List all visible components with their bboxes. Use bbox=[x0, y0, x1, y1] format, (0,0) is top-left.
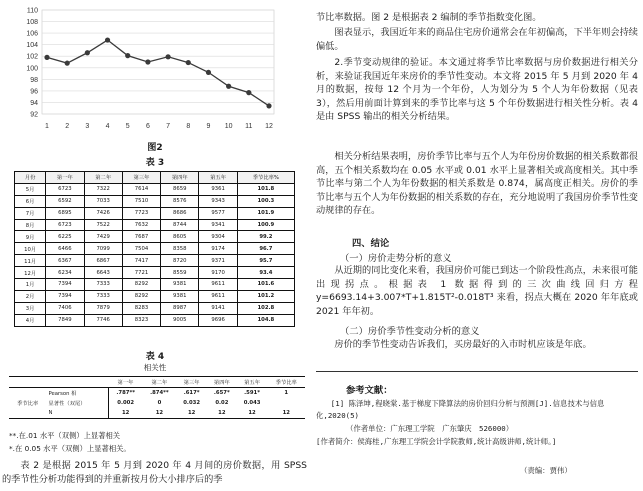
table3-header: 第一年 bbox=[46, 172, 84, 184]
table3-header: 第五年 bbox=[199, 172, 237, 184]
data-point bbox=[85, 50, 90, 55]
table3-cell: 102.8 bbox=[237, 302, 294, 314]
table-row bbox=[15, 207, 295, 219]
reference-1: [1] 陈泽坤,程晓棠.基于梯度下降算法的房价回归分析与预测[J].信息技术与信息化,2020(5) bbox=[316, 399, 605, 420]
table3-header: 第四年 bbox=[161, 172, 199, 184]
table3-cell: 6367 bbox=[46, 255, 84, 267]
table-row bbox=[15, 302, 295, 314]
table3-cell: 7429 bbox=[84, 231, 122, 243]
x-tick-label: 3 bbox=[85, 123, 90, 130]
table3-cell: 5月 bbox=[15, 183, 46, 195]
table3-cell: 9174 bbox=[199, 243, 237, 255]
table3-cell: 6895 bbox=[46, 207, 84, 219]
table3-cell: 8659 bbox=[161, 183, 199, 195]
seasonal-index-line-chart bbox=[12, 6, 282, 136]
table4-cell: 0.032 bbox=[183, 400, 201, 406]
y-tick-label: 102 bbox=[26, 53, 38, 61]
table3-cell: 7504 bbox=[122, 243, 160, 255]
table4-cell: 1 bbox=[284, 390, 289, 396]
table4-header: 第四年 bbox=[207, 377, 237, 388]
table3-cell: 99.2 bbox=[237, 231, 294, 243]
table3-cell: 7333 bbox=[84, 279, 122, 291]
table3-cell: 6867 bbox=[84, 255, 122, 267]
table4-cell: 0.043 bbox=[243, 400, 261, 406]
table3-cell: 4月 bbox=[15, 314, 46, 326]
table3-cell: 9361 bbox=[199, 183, 237, 195]
right-paragraph-5: 房价的季节性变动告诉我们，买房最好的入市时机应该是年底。 bbox=[334, 339, 592, 350]
table-row bbox=[15, 279, 295, 291]
table4-header: 第二年 bbox=[143, 377, 177, 388]
table3-cell: 95.7 bbox=[237, 255, 294, 267]
table3-cell: 8323 bbox=[122, 314, 160, 326]
table3-cell: 3月 bbox=[15, 302, 46, 314]
table-note-2: *.在 0.05 水平（双侧）上显著相关。 bbox=[9, 444, 131, 453]
table3-cell: 93.4 bbox=[237, 267, 294, 279]
right-paragraph-3: 相关分析结果表明，房价季节比率与五个人为年份房价数据的相关系数都很高，五个相关系数均在 0.05 水平或 0.01 水平上显著相关或高度相关。其中季节比率与第二个人为年份数据的相关系数是 0.874，属高度正相关。房价的季节比率与五个人为年份数据的相关系数的存在，充分地说明了我国房价季节性变动规律的存在。 bbox=[316, 151, 638, 217]
table3-cell: 8744 bbox=[161, 219, 199, 231]
table3-cell: 9371 bbox=[199, 255, 237, 267]
data-point bbox=[206, 70, 211, 75]
x-tick-label: 7 bbox=[166, 123, 171, 130]
y-tick-label: 108 bbox=[26, 19, 38, 27]
x-tick-label: 11 bbox=[245, 123, 253, 130]
table4-cell: N bbox=[46, 408, 108, 419]
table3-cell: 9577 bbox=[199, 207, 237, 219]
table3-cell: 7614 bbox=[122, 183, 160, 195]
subheading-price-trend: （一）房价走势分析的意义 bbox=[340, 253, 452, 264]
data-point bbox=[65, 61, 70, 66]
table3-cell: 104.8 bbox=[237, 314, 294, 326]
table3-cell: 8358 bbox=[161, 243, 199, 255]
author-bio: [作者简介：侯海桂,广东理工学院会计学院教师,统计高级讲师,统计师。] bbox=[316, 437, 557, 446]
table4-cell: .657* bbox=[213, 390, 230, 396]
table4-cell: 12 bbox=[248, 410, 256, 416]
table3-cell: 2月 bbox=[15, 290, 46, 302]
table3-cell: 6234 bbox=[46, 267, 84, 279]
table-row bbox=[15, 231, 295, 243]
table-row bbox=[9, 408, 305, 419]
table-row bbox=[15, 290, 295, 302]
table4-cell: 12 bbox=[282, 410, 290, 416]
table3-cell: 9611 bbox=[199, 290, 237, 302]
table3-cell: 7426 bbox=[84, 207, 122, 219]
table4-cell: 0.02 bbox=[215, 400, 229, 406]
table3-cell: 6723 bbox=[46, 219, 84, 231]
table-row bbox=[9, 398, 305, 408]
table3-header: 第三年 bbox=[122, 172, 160, 184]
table4-cell: 12 bbox=[218, 410, 226, 416]
table3-cell: 8576 bbox=[161, 195, 199, 207]
table3-cell: 9341 bbox=[199, 219, 237, 231]
table4-cell: 12 bbox=[122, 410, 130, 416]
table3-cell: 9304 bbox=[199, 231, 237, 243]
table4-cell: .874** bbox=[150, 390, 169, 396]
table3-cell: 8283 bbox=[122, 302, 160, 314]
table4-header: 季节比率 bbox=[268, 377, 306, 388]
y-tick-label: 94 bbox=[30, 99, 38, 107]
y-tick-label: 92 bbox=[30, 111, 38, 119]
table4-cell: 0 bbox=[157, 400, 162, 406]
table3-cell: 9170 bbox=[199, 267, 237, 279]
table3-header: 月份 bbox=[15, 172, 46, 184]
table3-cell: 6月 bbox=[15, 195, 46, 207]
x-tick-label: 4 bbox=[105, 123, 110, 130]
references-title: 参考文献： bbox=[346, 385, 393, 396]
table3-cell: 101.9 bbox=[237, 207, 294, 219]
table-row bbox=[15, 243, 295, 255]
table3-cell: 101.2 bbox=[237, 290, 294, 302]
table-row bbox=[15, 195, 295, 207]
subheading-seasonal: （二）房价季节性变动分析的意义 bbox=[340, 326, 480, 337]
x-tick-label: 2 bbox=[65, 123, 70, 130]
table3-cell: 7333 bbox=[84, 290, 122, 302]
table3-cell: 9343 bbox=[199, 195, 237, 207]
x-tick-label: 12 bbox=[265, 123, 273, 130]
y-tick-label: 110 bbox=[26, 7, 38, 15]
table3-cell: 6723 bbox=[46, 183, 84, 195]
table-4 bbox=[9, 376, 305, 419]
table4-cell: 0.002 bbox=[117, 400, 135, 406]
table3-cell: 8559 bbox=[161, 267, 199, 279]
table3-cell: 8292 bbox=[122, 290, 160, 302]
table3-cell: 8292 bbox=[122, 279, 160, 291]
x-tick-label: 9 bbox=[206, 123, 211, 130]
editor-note: （责编：贾伟） bbox=[520, 466, 572, 475]
table4-cell: Pearson 相 bbox=[46, 388, 108, 399]
table3-cell: 7417 bbox=[122, 255, 160, 267]
table4-header: 第一年 bbox=[108, 377, 142, 388]
right-paragraph-4: 从近期的同比变化来看，我国房价可能已到达一个阶段性高点，未来很可能出现拐点。根据表 1 数据得到的三次曲线回归方程 y=6693.14+3.007*T+1.815T²-0.018T³ 来看，拐点大概在 2020 年年底或 2021 年年初。 bbox=[316, 265, 638, 317]
table4-row-label: 季节比率 bbox=[17, 401, 39, 407]
table3-header: 第二年 bbox=[84, 172, 122, 184]
table4-cell: 显著性（双尾） bbox=[46, 398, 108, 408]
data-point bbox=[44, 55, 49, 60]
table4-cell: .591* bbox=[244, 390, 260, 396]
plot-area-frame bbox=[42, 10, 274, 114]
table3-cell: 7099 bbox=[84, 243, 122, 255]
table3-cell: 7月 bbox=[15, 207, 46, 219]
table-4-title: 表 4 bbox=[145, 352, 165, 362]
table-note-1: **.在.01 水平（双侧）上显著相关 bbox=[9, 431, 121, 440]
table4-header: 第五年 bbox=[237, 377, 268, 388]
table3-cell: 9611 bbox=[199, 279, 237, 291]
right-paragraph-0: 节比率数据。图 2 是根据表 2 编制的季节指数变化图。 bbox=[316, 12, 542, 23]
table3-cell: 10月 bbox=[15, 243, 46, 255]
table3-cell: 6225 bbox=[46, 231, 84, 243]
table4-cell: 12 bbox=[155, 410, 164, 416]
table3-cell: 96.7 bbox=[237, 243, 294, 255]
table4-header: 第三年 bbox=[176, 377, 207, 388]
table3-cell: 7510 bbox=[122, 195, 160, 207]
table3-cell: 7721 bbox=[122, 267, 160, 279]
table3-cell: 7406 bbox=[46, 302, 84, 314]
y-tick-label: 100 bbox=[26, 65, 38, 73]
table4-cell: .787** bbox=[116, 390, 135, 396]
table4-header bbox=[46, 377, 108, 388]
table3-cell: 8686 bbox=[161, 207, 199, 219]
table3-cell: 12月 bbox=[15, 267, 46, 279]
table3-cell: 7849 bbox=[46, 314, 84, 326]
table3-cell: 9141 bbox=[199, 302, 237, 314]
x-tick-label: 1 bbox=[45, 123, 49, 130]
table3-cell: 8605 bbox=[161, 231, 199, 243]
table3-cell: 100.9 bbox=[237, 219, 294, 231]
table3-cell: 6643 bbox=[84, 267, 122, 279]
data-point bbox=[246, 90, 251, 95]
data-point bbox=[125, 53, 130, 58]
table3-cell: 101.6 bbox=[237, 279, 294, 291]
table3-cell: 8720 bbox=[161, 255, 199, 267]
table3-cell: 9381 bbox=[161, 279, 199, 291]
table3-cell: 7394 bbox=[46, 290, 84, 302]
x-tick-label: 10 bbox=[224, 123, 233, 130]
table4-cell bbox=[268, 398, 306, 408]
table-row bbox=[9, 388, 305, 399]
table3-cell: 9381 bbox=[161, 290, 199, 302]
table3-cell: 7632 bbox=[122, 219, 160, 231]
table-row bbox=[15, 183, 295, 195]
table3-cell: 8987 bbox=[161, 302, 199, 314]
table3-cell: 7723 bbox=[122, 207, 160, 219]
section-heading-conclusion: 四、结论 bbox=[352, 238, 390, 249]
table4-header bbox=[9, 377, 46, 388]
table3-cell: 11月 bbox=[15, 255, 46, 267]
table3-cell: 7746 bbox=[84, 314, 122, 326]
table3-cell: 1月 bbox=[15, 279, 46, 291]
left-paragraph: 表 2 是根据 2015 年 5 月到 2020 年 4 月间的房价数据，用 SPSS 的季节性分析功能得到的并重新按月份大小排序后的季 bbox=[2, 460, 307, 485]
table3-cell: 9005 bbox=[161, 314, 199, 326]
data-point bbox=[165, 54, 170, 59]
table3-header: 季节比率% bbox=[237, 172, 294, 184]
table-row bbox=[15, 267, 295, 279]
table3-cell: 7394 bbox=[46, 279, 84, 291]
data-point bbox=[266, 103, 271, 108]
x-tick-label: 8 bbox=[186, 123, 191, 130]
right-paragraph-1: 图表显示，我国近年来的商品住宅房价通常会在年初偏高，下半年则会持续偏低。 bbox=[316, 27, 638, 52]
table-row bbox=[15, 219, 295, 231]
table3-cell: 6592 bbox=[46, 195, 84, 207]
y-tick-label: 104 bbox=[26, 42, 38, 50]
table3-cell: 8月 bbox=[15, 219, 46, 231]
table3-cell: 6466 bbox=[46, 243, 84, 255]
data-point bbox=[105, 37, 110, 42]
table3-cell: 7687 bbox=[122, 231, 160, 243]
author-unit: （作者单位：广东理工学院 广东肇庆 526000） bbox=[346, 424, 514, 433]
table-4-subtitle: 相关性 bbox=[143, 363, 167, 372]
table4-cell: 12 bbox=[187, 410, 196, 416]
seasonal-index-line bbox=[47, 40, 269, 106]
x-tick-label: 6 bbox=[145, 123, 150, 130]
data-point bbox=[186, 60, 191, 65]
table4-cell: .617* bbox=[183, 390, 200, 396]
table3-cell: 7879 bbox=[84, 302, 122, 314]
table-row bbox=[15, 255, 295, 267]
table3-cell: 9696 bbox=[199, 314, 237, 326]
table3-cell: 7522 bbox=[84, 219, 122, 231]
table-3 bbox=[14, 171, 295, 327]
table-row bbox=[15, 314, 295, 326]
table3-cell: 7033 bbox=[84, 195, 122, 207]
references-separator bbox=[316, 371, 638, 372]
data-point bbox=[226, 84, 231, 89]
y-tick-label: 98 bbox=[30, 76, 38, 84]
y-tick-label: 96 bbox=[30, 88, 38, 96]
y-tick-label: 106 bbox=[26, 30, 38, 38]
table3-cell: 7322 bbox=[84, 183, 122, 195]
table3-cell: 101.8 bbox=[237, 183, 294, 195]
right-paragraph-2: 2.季节变动规律的验证。本文通过将季节比率数据与房价数据进行相关分析，来验证我国近年来房价的季节性变动。本文将 2015 年 5 月到 2020 年 4 月的数据，按每 12 个月为一个年份，人为划分为 5 个人为年份数据（见表 3），然后用前面计算到来的季节比率与这 5 个年份数据进行相关性分析。表 4 是由 SPSS 输出的相关分析结果。 bbox=[316, 57, 638, 123]
table3-cell: 9月 bbox=[15, 231, 46, 243]
table-3-title: 表 3 bbox=[145, 158, 165, 168]
table3-cell: 100.3 bbox=[237, 195, 294, 207]
x-tick-label: 5 bbox=[125, 123, 130, 130]
data-point bbox=[145, 59, 150, 64]
figure-2-caption: 图2 bbox=[147, 143, 163, 153]
